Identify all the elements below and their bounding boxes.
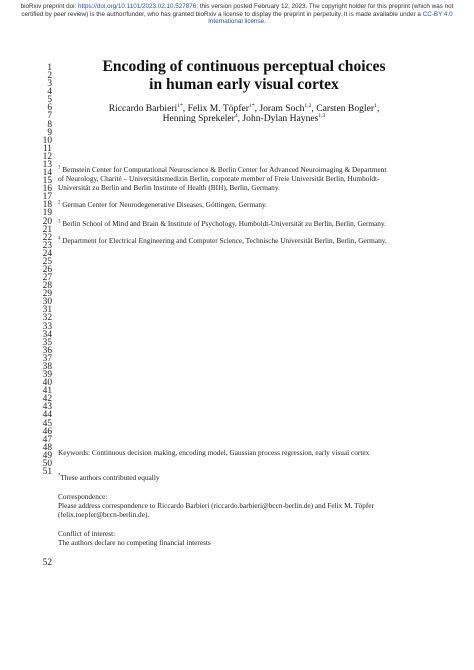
correspondence-heading: Correspondence: <box>58 492 108 501</box>
line-number: 8 <box>47 119 52 130</box>
line-number: 23 <box>42 240 52 251</box>
banner-middle: ; this version posted February 12, 2023. The copyright holder for this preprint (which was not certified by peer review) is the author/funder, who has granted bioRxiv a license to display the preprint in perpetuity. It is made available under a <box>21 3 454 18</box>
author-affiliation: 1,2 <box>304 102 312 109</box>
line-number: 43 <box>42 402 52 413</box>
line-number: 14 <box>42 168 52 179</box>
line-number: 12 <box>42 151 52 162</box>
conflict-heading: Conflict of interest: <box>58 529 116 538</box>
line-number: 28 <box>42 281 52 292</box>
keywords: Keywords: Continuous decision making, encoding model, Gaussian process regression, early visual cortex <box>58 448 370 457</box>
line-number: 6 <box>47 103 52 114</box>
line-number: 46 <box>42 426 52 437</box>
paper-title-line-2: in human early visual cortex <box>149 76 339 93</box>
author-name: , Joram Soch <box>254 103 305 114</box>
author-affiliation: 4 <box>234 112 238 119</box>
line-number: 37 <box>42 353 52 364</box>
author-name: Henning Sprekeler <box>162 113 235 124</box>
author-affiliation: 1,3 <box>318 112 326 119</box>
line-number: 42 <box>42 394 52 405</box>
affiliation-1-line-3: Universität zu Berlin and Berlin Institute of Health (BIH), Berlin, Germany. <box>58 183 280 192</box>
line-number: 13 <box>42 159 52 170</box>
affiliation-text: Department for Electrical Engineering and Computer Science, Technische Universität Berlin, Berlin, Germany. <box>60 236 387 245</box>
banner-prefix: bioRxiv preprint doi: <box>20 3 79 10</box>
line-number: 52 <box>42 558 52 568</box>
line-number: 35 <box>42 337 52 348</box>
line-number: 24 <box>42 248 52 259</box>
affiliation-number: 2 <box>58 200 61 206</box>
line-number: 34 <box>42 329 52 340</box>
paper-title-line-1: Encoding of continuous perceptual choices <box>102 58 386 75</box>
line-number: 3 <box>47 79 52 90</box>
footnote-marker: * <box>58 473 61 479</box>
affiliation-number: 4 <box>58 236 61 242</box>
line-number: 19 <box>42 208 52 219</box>
line-number: 26 <box>42 265 52 275</box>
author-list-line-2 <box>58 114 430 124</box>
affiliation-number: 1 <box>58 165 61 171</box>
affiliation-2 <box>58 201 424 209</box>
line-number: 11 <box>42 143 52 154</box>
line-number: 29 <box>42 289 52 300</box>
line-number: 38 <box>42 361 52 372</box>
affiliation-3 <box>58 220 424 228</box>
line-number: 16 <box>42 184 52 195</box>
author-name: , Felix M. Töpfer <box>182 103 249 114</box>
line-number: 44 <box>42 410 52 421</box>
affiliation-number: 3 <box>58 219 61 225</box>
affiliation-text: German Center for Neurodegenerative Diseases, Göttingen, Germany. <box>60 200 268 209</box>
line-number: 51 <box>42 467 52 477</box>
line-number: 20 <box>42 216 52 227</box>
line-number: 2 <box>47 71 52 82</box>
line-number: 7 <box>47 111 52 122</box>
line-number: 31 <box>42 305 52 316</box>
line-number: 21 <box>42 224 52 235</box>
line-number: 4 <box>47 87 52 98</box>
line-number: 1 <box>47 63 52 73</box>
affiliation-text: Bernstein Center for Computational Neuroscience & Berlin Center for Advanced Neuroimaging & Department <box>60 165 387 174</box>
line-number: 33 <box>42 321 52 332</box>
author-affiliation: 1* <box>177 102 183 109</box>
conflict-statement: The authors declare no competing financial interests <box>58 538 211 547</box>
affiliation-text: Berlin School of Mind and Brain & Institute of Psychology, Humboldt-Universität zu Berlin, Berlin, Germany. <box>60 219 386 228</box>
author-affiliation: 1 <box>374 102 377 109</box>
author-affiliation: 1* <box>248 102 255 109</box>
line-number: 48 <box>42 442 52 453</box>
line-number: 22 <box>42 232 52 243</box>
line-number: 9 <box>47 127 52 138</box>
line-number: 36 <box>42 345 52 356</box>
line-number: 49 <box>42 450 52 461</box>
line-number: 47 <box>42 434 52 445</box>
license-link[interactable]: CC-BY 4.0 International license <box>208 10 453 26</box>
correspondence-line-2: (felix.toepfer@bccn-berlin.de). <box>58 510 150 519</box>
line-number: 50 <box>42 458 52 469</box>
line-number: 27 <box>42 273 52 284</box>
line-number: 41 <box>42 386 52 397</box>
line-number: 25 <box>42 256 52 267</box>
line-number: 40 <box>42 378 52 389</box>
equal-contribution-note <box>58 474 424 482</box>
line-number: 18 <box>42 200 52 211</box>
affiliation-4 <box>58 237 424 245</box>
line-number: 39 <box>42 370 52 381</box>
line-number: 32 <box>42 313 52 324</box>
doi-link[interactable]: https://doi.org/10.1101/2023.02.10.527876 <box>78 3 197 10</box>
affiliation-1-line-2: of Neurology, Charité – Universitätsmedizin Berlin, corporate member of Freie Universität Berlin, Humboldt- <box>58 174 380 183</box>
author-name: Riccardo Barbieri <box>108 103 178 114</box>
line-number: 10 <box>42 135 52 146</box>
line-number: 5 <box>47 95 52 106</box>
line-number: 30 <box>42 297 52 308</box>
line-number: 45 <box>42 418 52 429</box>
author-name: , Carsten Bogler <box>311 103 375 114</box>
preprint-banner <box>20 3 454 26</box>
line-number: 15 <box>42 176 52 187</box>
correspondence-line-1: Please address correspondence to Riccardo Barbieri (riccardo.barbieri@bccn-berlin.de) and Felix M. Töpfer <box>58 501 374 510</box>
banner-end: . <box>264 18 266 26</box>
footnote-text: These authors contributed equally <box>60 473 160 482</box>
author-separator: , <box>376 103 380 114</box>
author-name: , John-Dylan Haynes <box>237 113 319 124</box>
line-number: 17 <box>42 192 52 203</box>
